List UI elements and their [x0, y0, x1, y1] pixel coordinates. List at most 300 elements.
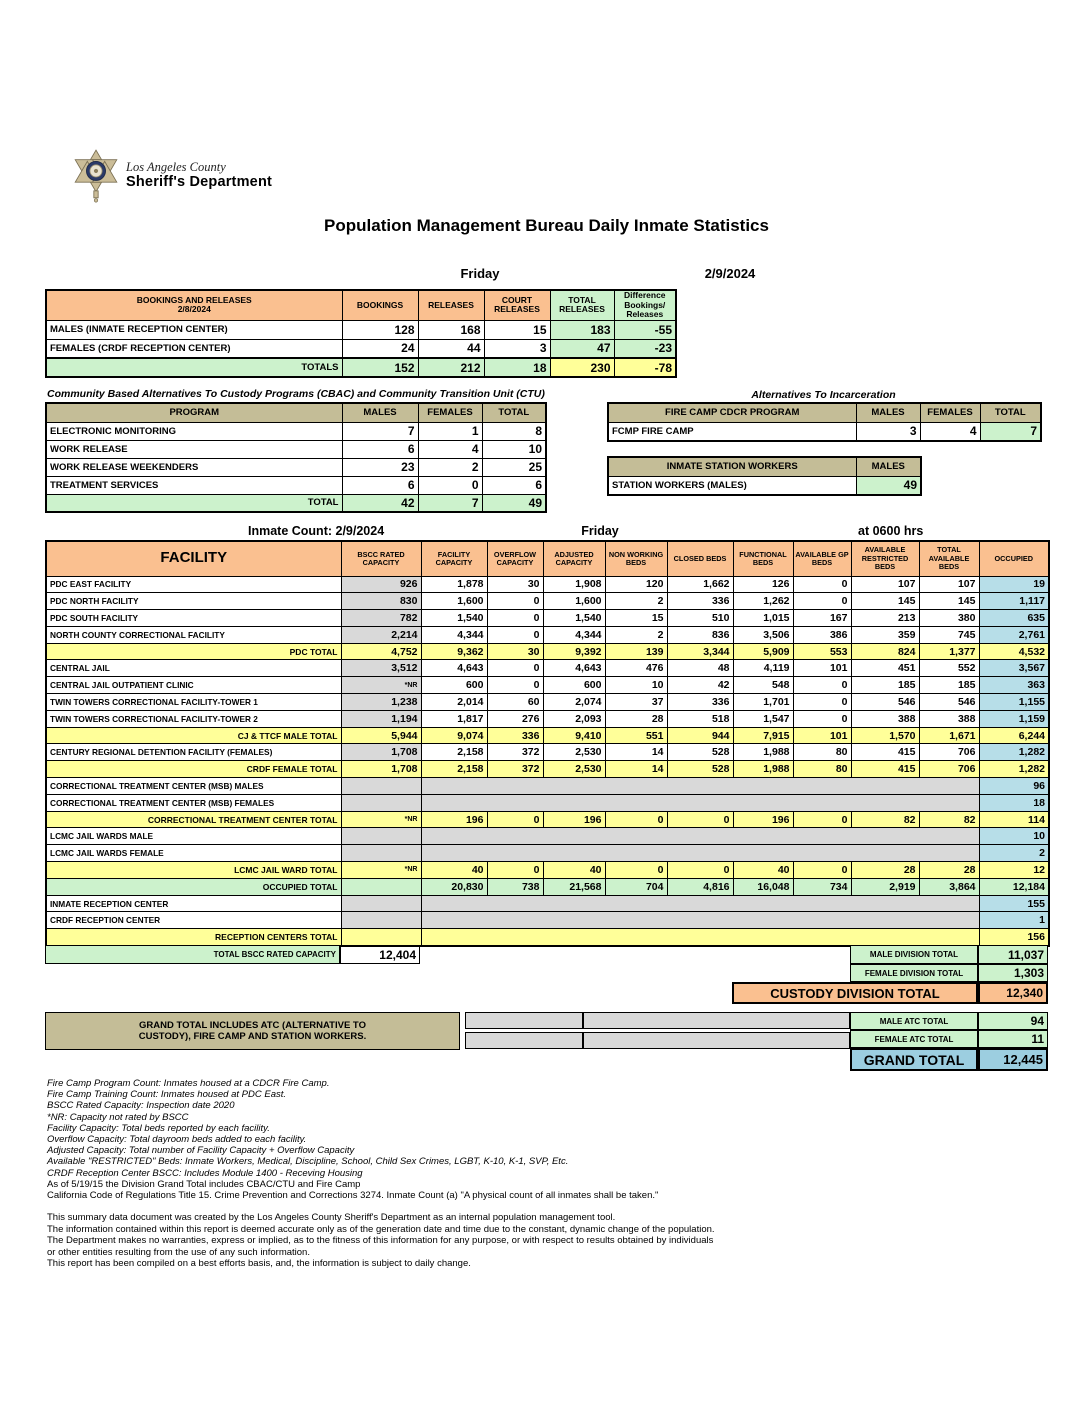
totals-males: 42 — [342, 494, 418, 512]
facility-label: CRDF RECEPTION CENTER — [46, 912, 341, 929]
value-cell: 476 — [605, 660, 667, 677]
value-cell: 80 — [793, 761, 851, 778]
bscc-cell: 5,944 — [341, 727, 421, 744]
value-cell: 3,864 — [919, 878, 979, 895]
column-header: TOTAL AVAILABLE BEDS — [919, 541, 979, 576]
footnote-line: BSCC Rated Capacity: Inspection date 2020 — [47, 1100, 235, 1112]
value-cell: 528 — [667, 744, 733, 761]
facility-header-row — [46, 541, 1049, 576]
total-cell: 7 — [980, 422, 1041, 441]
value-cell: 28 — [851, 862, 919, 879]
bscc-cell: 3,512 — [341, 660, 421, 677]
value-cell: 0 — [487, 677, 543, 694]
total-cell: 6 — [482, 476, 546, 494]
value-cell: 415 — [851, 744, 919, 761]
occupied-cell: 12 — [979, 862, 1049, 879]
inmate-count-day: Friday — [581, 524, 619, 538]
column-header: AVAILABLE RESTRICTED BEDS — [851, 541, 919, 576]
value-cell: 10 — [605, 677, 667, 694]
value-cell: 28 — [919, 862, 979, 879]
program-label: WORK RELEASE WEEKENDERS — [46, 458, 342, 476]
table-row — [46, 458, 546, 476]
occupied-cell: 1,282 — [979, 744, 1049, 761]
occupied-cell: 1 — [979, 912, 1049, 929]
table-row — [46, 694, 1049, 711]
column-header: BOOKINGS — [342, 290, 418, 320]
column-header: AVAILABLE GP BEDS — [793, 541, 851, 576]
table-row — [46, 828, 1049, 845]
value-cell: 4,816 — [667, 878, 733, 895]
value-cell: 4,344 — [543, 626, 605, 643]
female-atc-total-label: FEMALE ATC TOTAL — [850, 1030, 978, 1048]
firecamp-label: FCMP FIRE CAMP — [608, 422, 856, 441]
value-cell: 213 — [851, 610, 919, 627]
value-cell: 0 — [667, 862, 733, 879]
agency-name-line1: Los Angeles County — [126, 160, 226, 174]
table-row — [46, 422, 546, 440]
value-cell: 3,344 — [667, 643, 733, 660]
table-row — [608, 476, 921, 495]
footnote-line: Adjusted Capacity: Total number of Facility Capacity + Overflow Capacity — [47, 1145, 355, 1157]
value-cell: 1,547 — [733, 710, 793, 727]
table-row — [46, 677, 1049, 694]
row-label: FEMALES (CRDF RECEPTION CENTER) — [46, 339, 342, 358]
disclaimer-line: The Department makes no warranties, express or implied, as to the fitness of this information for any purpose, or with respect to results obtained by individuals — [47, 1235, 714, 1246]
fire-camp-table — [607, 402, 1042, 442]
totals-court: 18 — [484, 358, 550, 377]
station-workers-table — [607, 456, 922, 496]
facility-label: CORRECTIONAL TREATMENT CENTER (MSB) MALES — [46, 778, 341, 795]
value-cell: 7,915 — [733, 727, 793, 744]
disclaimer-line: or other entities resulting from the use of any such information. — [47, 1246, 310, 1258]
value-cell: 546 — [851, 694, 919, 711]
total-label: CJ & TTCF MALE TOTAL — [46, 727, 341, 744]
value-cell: 30 — [487, 576, 543, 593]
value-cell: 336 — [487, 727, 543, 744]
value-cell: 2,014 — [421, 694, 487, 711]
total-cell: 25 — [482, 458, 546, 476]
value-cell: 107 — [919, 576, 979, 593]
releases-cell: 168 — [418, 320, 484, 339]
report-day: Friday — [460, 266, 500, 281]
totals-releases: 212 — [418, 358, 484, 377]
bscc-cell: 1,194 — [341, 710, 421, 727]
value-cell: 336 — [667, 694, 733, 711]
firecamp-header-row — [608, 403, 1041, 422]
bscc-cell: 4,752 — [341, 643, 421, 660]
value-cell: 0 — [793, 710, 851, 727]
totals-label: TOTALS — [46, 358, 342, 377]
value-cell: 0 — [487, 811, 543, 828]
bscc-cell — [341, 912, 421, 929]
value-cell: 388 — [919, 710, 979, 727]
occupied-cell: 96 — [979, 778, 1049, 795]
females-cell: 1 — [418, 422, 482, 440]
bookings-totals-row — [46, 358, 676, 377]
bscc-cell: 830 — [341, 593, 421, 610]
males-cell: 6 — [342, 440, 418, 458]
table-row — [608, 422, 1041, 441]
value-cell: 2,158 — [421, 761, 487, 778]
males-cell: 7 — [342, 422, 418, 440]
footnote-line: Available "RESTRICTED" Beds: Inmate Workers, Medical, Discipline, School, Child Sex Crimes, LGBT, K-10, K-1, SVP, Etc. — [47, 1156, 569, 1168]
value-cell: 15 — [605, 610, 667, 627]
value-cell: 145 — [851, 593, 919, 610]
table-row — [46, 593, 1049, 610]
table-row — [46, 440, 546, 458]
total-label: RECEPTION CENTERS TOTAL — [46, 929, 341, 946]
total-cell: 8 — [482, 422, 546, 440]
value-cell: 824 — [851, 643, 919, 660]
merged-empty-cell — [421, 895, 979, 912]
value-cell: 0 — [487, 610, 543, 627]
inmate-count-time: at 0600 hrs — [858, 524, 924, 538]
value-cell: 1,377 — [919, 643, 979, 660]
table-row — [46, 761, 1049, 778]
value-cell: 1,701 — [733, 694, 793, 711]
bscc-cell — [341, 794, 421, 811]
value-cell: 1,878 — [421, 576, 487, 593]
footnotes — [47, 1078, 747, 1201]
occupied-cell: 6,244 — [979, 727, 1049, 744]
value-cell: 372 — [487, 744, 543, 761]
value-cell: 9,074 — [421, 727, 487, 744]
value-cell: 0 — [793, 593, 851, 610]
value-cell: 2,530 — [543, 744, 605, 761]
table-row — [46, 643, 1049, 660]
bscc-cell — [341, 895, 421, 912]
male-atc-total-label: MALE ATC TOTAL — [850, 1012, 978, 1030]
table-row — [46, 811, 1049, 828]
total-label: LCMC JAIL WARD TOTAL — [46, 862, 341, 879]
value-cell: 82 — [851, 811, 919, 828]
male-division-total-label: MALE DIVISION TOTAL — [850, 945, 978, 964]
value-cell: 548 — [733, 677, 793, 694]
merged-empty-cell — [421, 912, 979, 929]
value-cell: 9,362 — [421, 643, 487, 660]
value-cell: 80 — [793, 744, 851, 761]
bscc-cell — [341, 828, 421, 845]
merged-empty-cell — [421, 778, 979, 795]
value-cell: 60 — [487, 694, 543, 711]
value-cell: 0 — [793, 694, 851, 711]
value-cell: 451 — [851, 660, 919, 677]
value-cell: 21,568 — [543, 878, 605, 895]
value-cell: 704 — [605, 878, 667, 895]
column-header: FIRE CAMP CDCR PROGRAM — [608, 403, 856, 422]
occupied-cell: 156 — [979, 929, 1049, 946]
bscc-cell: 2,214 — [341, 626, 421, 643]
value-cell: 734 — [793, 878, 851, 895]
total-label: CORRECTIONAL TREATMENT CENTER TOTAL — [46, 811, 341, 828]
value-cell: 1,817 — [421, 710, 487, 727]
bscc-cell — [341, 878, 421, 895]
table-row — [46, 845, 1049, 862]
bookings-header-row — [46, 290, 676, 320]
value-cell: 1,908 — [543, 576, 605, 593]
occupied-cell: 2,761 — [979, 626, 1049, 643]
grand-total-label: GRAND TOTAL — [850, 1048, 978, 1071]
value-cell: 546 — [919, 694, 979, 711]
occupied-cell: 1,155 — [979, 694, 1049, 711]
value-cell: 2,530 — [543, 761, 605, 778]
bscc-cell: 782 — [341, 610, 421, 627]
table-row — [46, 476, 546, 494]
female-division-total-value: 1,303 — [978, 964, 1048, 982]
disclaimer-line: This report has been compiled on a best efforts basis, and, the information is subject to daily change. — [47, 1258, 471, 1269]
stationworkers-header-row — [608, 457, 921, 476]
value-cell: 388 — [851, 710, 919, 727]
value-cell: 386 — [793, 626, 851, 643]
bscc-cell: *NR — [341, 862, 421, 879]
value-cell: 4,119 — [733, 660, 793, 677]
difference-cell: -23 — [614, 339, 676, 358]
value-cell: 380 — [919, 610, 979, 627]
value-cell: 9,410 — [543, 727, 605, 744]
custody-division-total-value: 12,340 — [978, 982, 1048, 1004]
facility-label: PDC NORTH FACILITY — [46, 593, 341, 610]
value-cell: 14 — [605, 744, 667, 761]
value-cell: 1,671 — [919, 727, 979, 744]
occupied-cell: 1,117 — [979, 593, 1049, 610]
column-header: MALES — [856, 457, 921, 476]
females-cell: 4 — [418, 440, 482, 458]
agency-name-line2: Sheriff's Department — [126, 174, 273, 190]
column-header: PROGRAM — [46, 403, 342, 422]
value-cell: 600 — [543, 677, 605, 694]
value-cell: 1,540 — [421, 610, 487, 627]
bscc-cell — [341, 778, 421, 795]
male-division-total-value: 11,037 — [978, 945, 1048, 964]
sheriff-star-icon — [70, 148, 122, 206]
facility-statistics-table — [45, 540, 1050, 947]
occupied-cell: 3,567 — [979, 660, 1049, 677]
value-cell: 510 — [667, 610, 733, 627]
occupied-cell: 19 — [979, 576, 1049, 593]
facility-label: CORRECTIONAL TREATMENT CENTER (MSB) FEMALES — [46, 794, 341, 811]
facility-label: CENTRAL JAIL OUTPATIENT CLINIC — [46, 677, 341, 694]
merged-empty-cell — [421, 929, 979, 946]
column-header: INMATE STATION WORKERS — [608, 457, 856, 476]
value-cell: 4,344 — [421, 626, 487, 643]
bscc-cell — [341, 845, 421, 862]
occupied-cell: 1,159 — [979, 710, 1049, 727]
column-header: TOTAL — [482, 403, 546, 422]
facility-label: PDC SOUTH FACILITY — [46, 610, 341, 627]
value-cell: 0 — [793, 862, 851, 879]
value-cell: 1,600 — [421, 593, 487, 610]
total-label: CRDF FEMALE TOTAL — [46, 761, 341, 778]
bscc-cell: 926 — [341, 576, 421, 593]
value-cell: 40 — [733, 862, 793, 879]
table-row — [46, 626, 1049, 643]
occupied-cell: 1,282 — [979, 761, 1049, 778]
bookings-title-cell: BOOKINGS AND RELEASES 2/8/2024 — [46, 290, 342, 320]
value-cell: 1,540 — [543, 610, 605, 627]
value-cell: 0 — [793, 677, 851, 694]
program-label: WORK RELEASE — [46, 440, 342, 458]
female-atc-total-value: 11 — [978, 1030, 1048, 1048]
females-cell: 4 — [920, 422, 980, 441]
value-cell: 16,048 — [733, 878, 793, 895]
totals-difference: -78 — [614, 358, 676, 377]
table-row — [46, 610, 1049, 627]
totals-females: 7 — [418, 494, 482, 512]
value-cell: 1,015 — [733, 610, 793, 627]
value-cell: 185 — [851, 677, 919, 694]
value-cell: 276 — [487, 710, 543, 727]
column-header: ADJUSTED CAPACITY — [543, 541, 605, 576]
table-row — [46, 862, 1049, 879]
grand-total-note: GRAND TOTAL INCLUDES ATC (ALTERNATIVE TO CUSTODY), FIRE CAMP AND STATION WORKERS. — [45, 1012, 460, 1050]
table-row — [46, 727, 1049, 744]
total-releases-cell: 183 — [550, 320, 614, 339]
column-header: OCCUPIED — [979, 541, 1049, 576]
value-cell: 836 — [667, 626, 733, 643]
merged-empty-cell — [421, 845, 979, 862]
females-cell: 2 — [418, 458, 482, 476]
occupied-cell: 363 — [979, 677, 1049, 694]
bscc-cell: *NR — [341, 811, 421, 828]
footnote-line: Overflow Capacity: Total dayroom beds added to each facility. — [47, 1134, 307, 1146]
table-row — [46, 929, 1049, 946]
disclaimer-line: This summary data document was created by the Los Angeles County Sheriff's Department as an internal population management tool. — [47, 1212, 616, 1223]
males-cell: 23 — [342, 458, 418, 476]
occupied-cell: 114 — [979, 811, 1049, 828]
inmate-count-label: Inmate Count: 2/9/2024 — [248, 524, 385, 538]
total-label: OCCUPIED TOTAL — [46, 878, 341, 895]
value-cell: 2,093 — [543, 710, 605, 727]
value-cell: 600 — [421, 677, 487, 694]
value-cell: 336 — [667, 593, 733, 610]
total-cell: 10 — [482, 440, 546, 458]
value-cell: 82 — [919, 811, 979, 828]
table-row — [46, 710, 1049, 727]
column-header: TOTAL — [980, 403, 1041, 422]
spacer-cell — [583, 1032, 850, 1049]
cbac-table — [45, 402, 547, 513]
value-cell: 126 — [733, 576, 793, 593]
column-header: FEMALES — [418, 403, 482, 422]
column-header: TOTAL RELEASES — [550, 290, 614, 320]
total-label: PDC TOTAL — [46, 643, 341, 660]
value-cell: 196 — [733, 811, 793, 828]
value-cell: 120 — [605, 576, 667, 593]
value-cell: 745 — [919, 626, 979, 643]
value-cell: 944 — [667, 727, 733, 744]
column-header: RELEASES — [418, 290, 484, 320]
facility-label: INMATE RECEPTION CENTER — [46, 895, 341, 912]
footnote-line: *NR: Capacity not rated by BSCC — [47, 1111, 189, 1123]
column-header: NON WORKING BEDS — [605, 541, 667, 576]
value-cell: 0 — [487, 626, 543, 643]
difference-cell: -55 — [614, 320, 676, 339]
bscc-cell: 1,708 — [341, 744, 421, 761]
total-releases-cell: 47 — [550, 339, 614, 358]
bookings-cell: 24 — [342, 339, 418, 358]
footnote-line: Facility Capacity: Total beds reported by each facility. — [47, 1122, 270, 1134]
value-cell: 42 — [667, 677, 733, 694]
court-releases-cell: 15 — [484, 320, 550, 339]
table-row — [46, 895, 1049, 912]
value-cell: 101 — [793, 660, 851, 677]
footnote-line: As of 5/19/15 the Division Grand Total includes CBAC/CTU and Fire Camp — [47, 1178, 361, 1190]
value-cell: 2 — [605, 593, 667, 610]
table-row — [46, 878, 1049, 895]
spacer-cell — [465, 1012, 583, 1029]
facility-label: LCMC JAIL WARDS MALE — [46, 828, 341, 845]
bookings-cell: 128 — [342, 320, 418, 339]
value-cell: 48 — [667, 660, 733, 677]
column-header: MALES — [856, 403, 920, 422]
value-cell: 2 — [605, 626, 667, 643]
value-cell: 139 — [605, 643, 667, 660]
column-header: COURT RELEASES — [484, 290, 550, 320]
table-row — [46, 576, 1049, 593]
value-cell: 0 — [487, 862, 543, 879]
value-cell: 738 — [487, 878, 543, 895]
sheriff-department-logo — [70, 148, 320, 210]
column-header: CLOSED BEDS — [667, 541, 733, 576]
value-cell: 0 — [487, 593, 543, 610]
facility-label: LCMC JAIL WARDS FEMALE — [46, 845, 341, 862]
footnote-line: Fire Camp Program Count: Inmates housed at a CDCR Fire Camp. — [47, 1078, 330, 1089]
value-cell: 30 — [487, 643, 543, 660]
facility-label: TWIN TOWERS CORRECTIONAL FACILITY-TOWER 2 — [46, 710, 341, 727]
value-cell: 528 — [667, 761, 733, 778]
column-header: OVERFLOW CAPACITY — [487, 541, 543, 576]
column-header: FACILITY CAPACITY — [421, 541, 487, 576]
court-releases-cell: 3 — [484, 339, 550, 358]
facility-label: CENTRAL JAIL — [46, 660, 341, 677]
facility-label: PDC EAST FACILITY — [46, 576, 341, 593]
bscc-cell: 1,708 — [341, 761, 421, 778]
column-header: BSCC RATED CAPACITY — [341, 541, 421, 576]
value-cell: 185 — [919, 677, 979, 694]
value-cell: 1,988 — [733, 744, 793, 761]
table-row — [46, 744, 1049, 761]
value-cell: 20,830 — [421, 878, 487, 895]
value-cell: 0 — [605, 862, 667, 879]
occupied-cell: 12,184 — [979, 878, 1049, 895]
table-row — [46, 320, 676, 339]
value-cell: 196 — [543, 811, 605, 828]
page-title: Population Management Bureau Daily Inmate Statistics — [324, 216, 769, 235]
footnote-line: CRDF Reception Center BSCC: Includes Module 1400 - Receving Housing — [47, 1167, 363, 1179]
value-cell: 107 — [851, 576, 919, 593]
table-row — [46, 794, 1049, 811]
bscc-cell: *NR — [341, 677, 421, 694]
value-cell: 552 — [919, 660, 979, 677]
value-cell: 706 — [919, 761, 979, 778]
value-cell: 706 — [919, 744, 979, 761]
row-label: MALES (INMATE RECEPTION CENTER) — [46, 320, 342, 339]
report-date: 2/9/2024 — [704, 266, 756, 281]
value-cell: 359 — [851, 626, 919, 643]
facility-label: NORTH COUNTY CORRECTIONAL FACILITY — [46, 626, 341, 643]
value-cell: 415 — [851, 761, 919, 778]
value-cell: 145 — [919, 593, 979, 610]
value-cell: 9,392 — [543, 643, 605, 660]
facility-label: CENTURY REGIONAL DETENTION FACILITY (FEMALES) — [46, 744, 341, 761]
occupied-cell: 18 — [979, 794, 1049, 811]
value-cell: 3,506 — [733, 626, 793, 643]
value-cell: 0 — [793, 576, 851, 593]
table-row — [46, 339, 676, 358]
value-cell: 1,988 — [733, 761, 793, 778]
males-cell: 3 — [856, 422, 920, 441]
value-cell: 1,262 — [733, 593, 793, 610]
